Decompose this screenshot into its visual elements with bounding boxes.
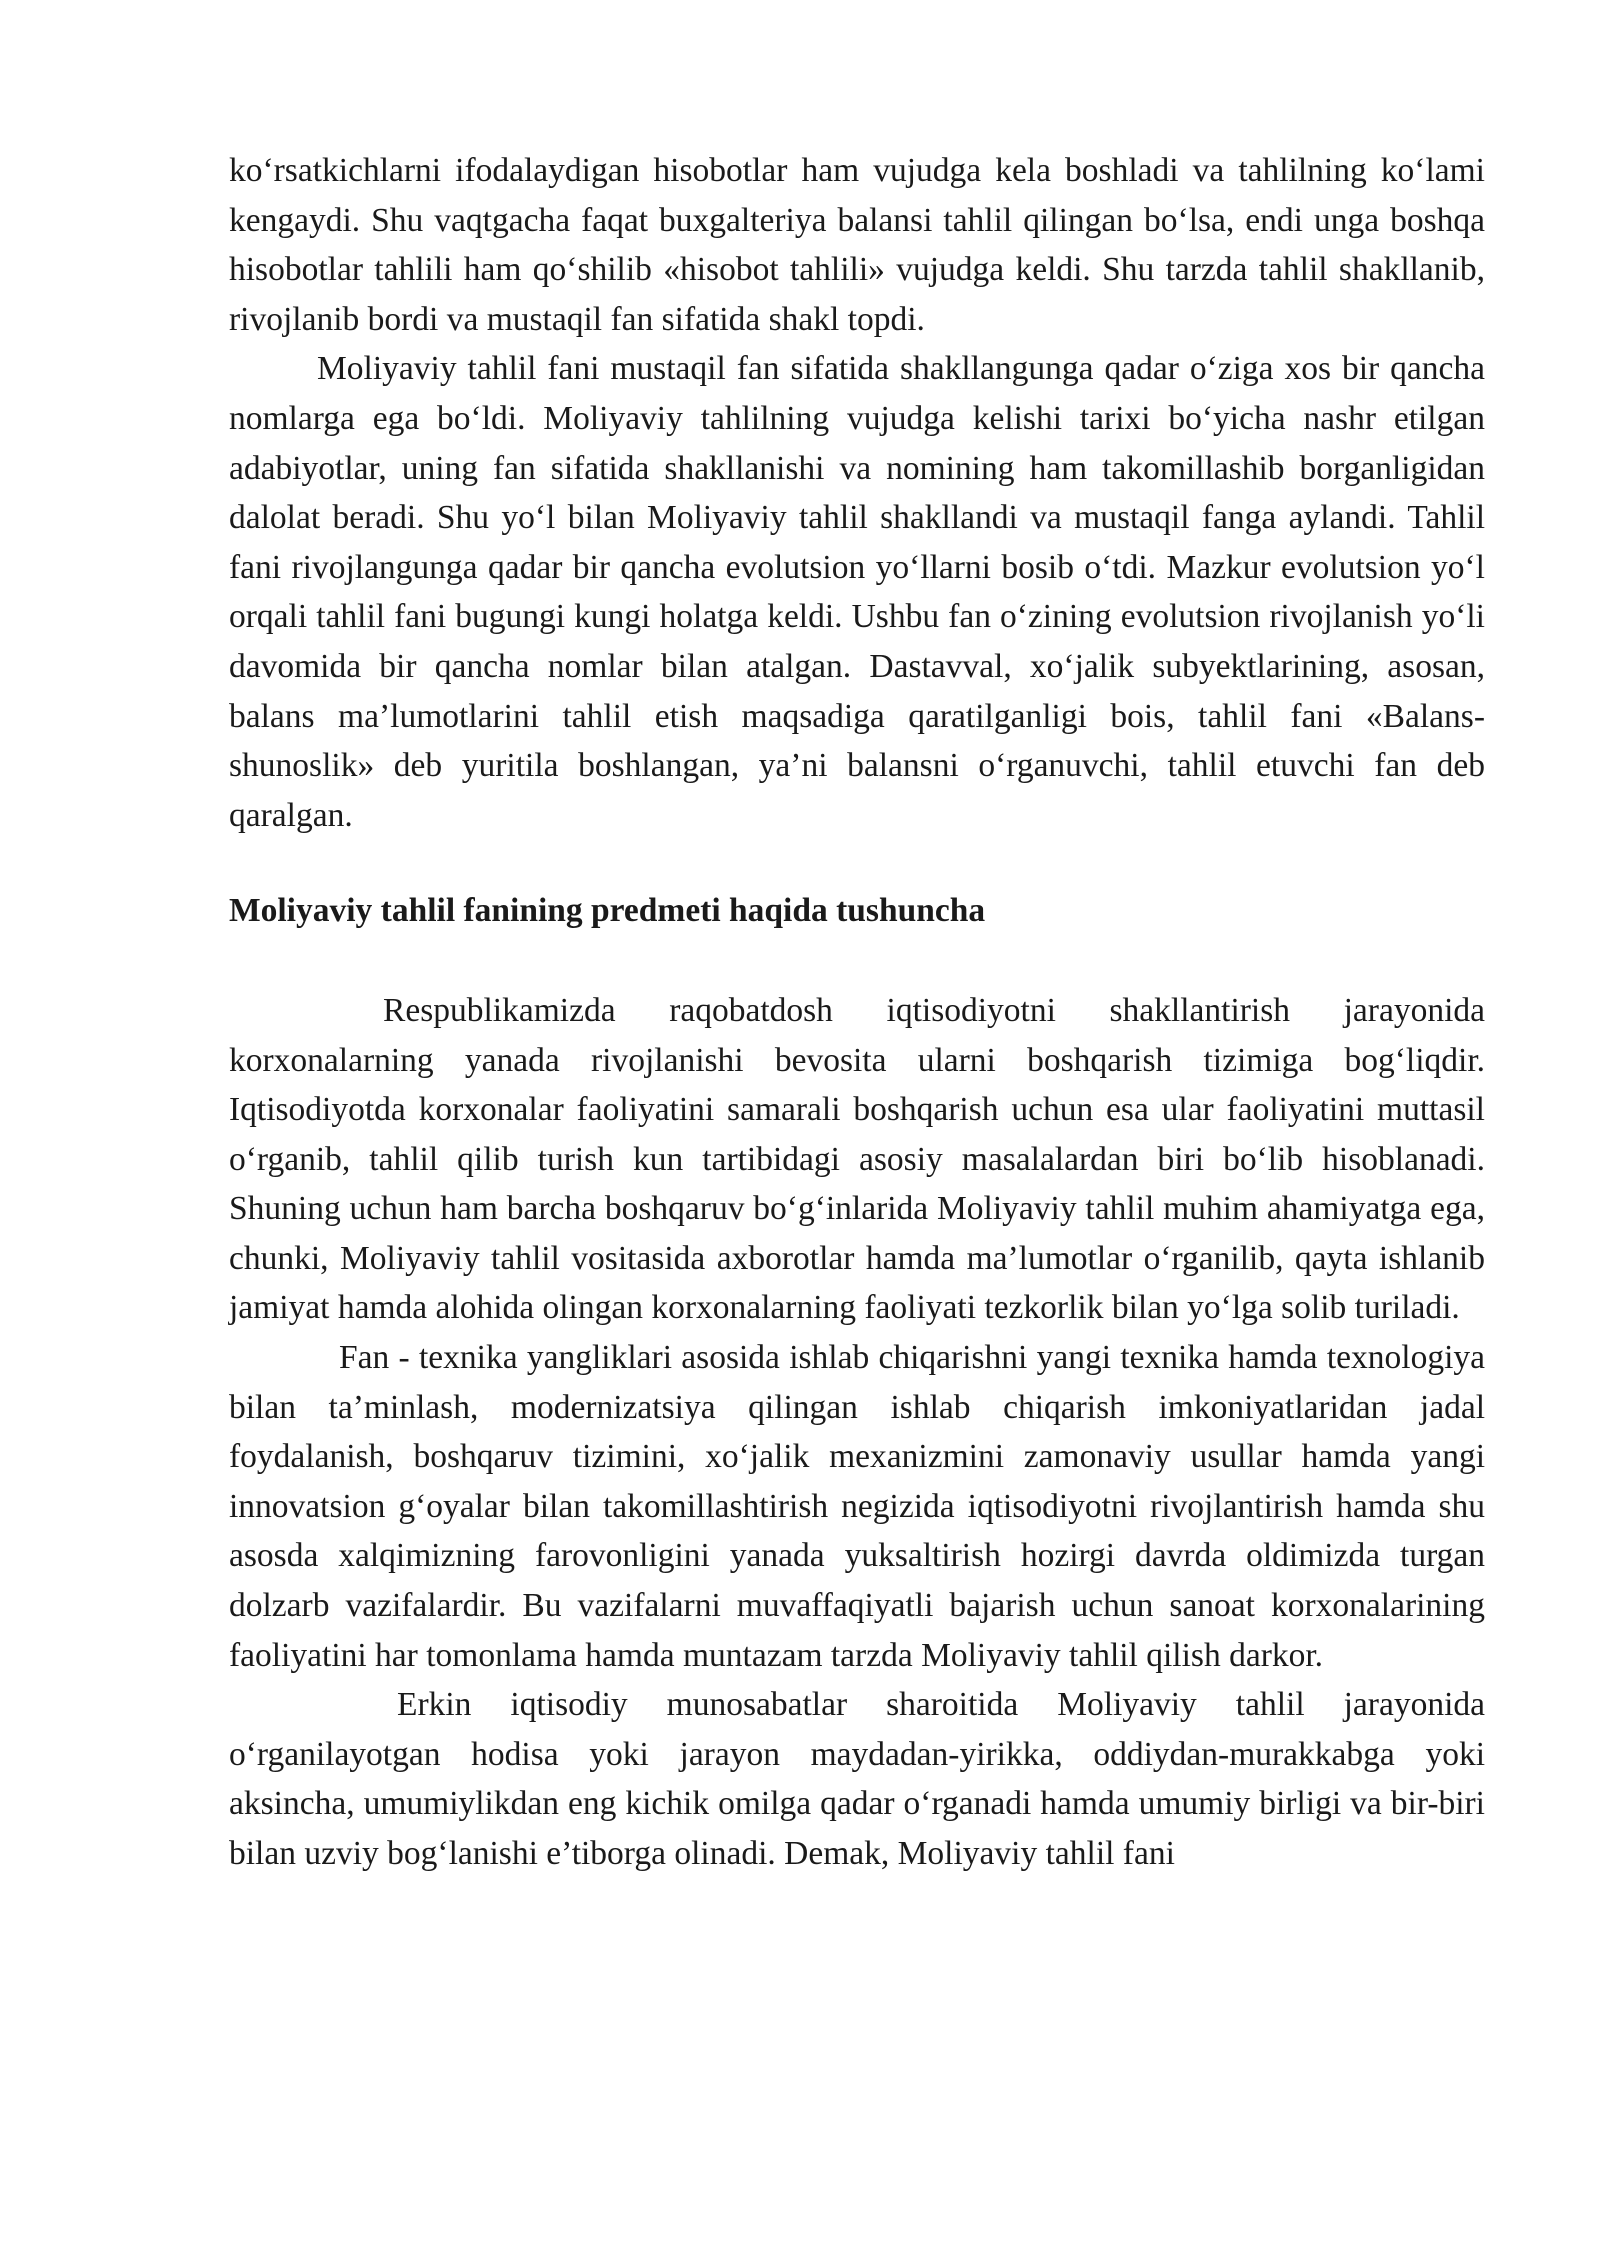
- paragraph-5: Erkin iqtisodiy munosabatlar sharoitida Moliyaviy tahlil jarayonida o‘rganilayotgan hodisa yoki jarayon maydadan-yirikka, oddiydan-murakkabga yoki aksincha, umumiylikdan eng kichik omilga qadar o‘rganadi hamda umumiy birligi va bir-biri bilan uzviy bog‘lanishi e’tiborga olinadi. Demak, Moliyaviy tahlil fani: [229, 1686, 1485, 1872]
- paragraph-3: Respublikamizda raqobatdosh iqtisodiyotni shakllantirish jarayonida korxonalarning yanada rivojlanishi bevosita ularni boshqarish tizimiga bog‘liqdir. Iqtisodiyotda korxonalar faoliyatini samarali boshqarish uchun esa ular faoliyatini muttasil o‘rganib, tahlil qilib turish kun tartibidagi asosiy masalalardan biri bo‘lib hisoblanadi. Shuning uchun ham barcha boshqaruv bo‘g‘inlarida Moliyaviy tahlil muhim ahamiyatga ega, chunki, Moliyaviy tahlil vositasida axborotlar hamda ma’lumotlar o‘rganilib, qayta ishlanib jamiyat hamda alohida olingan korxonalarning faoliyati tezkorlik bilan yo‘lga solib turiladi.: [229, 991, 1485, 1327]
- paragraph-4: Fan - texnika yangliklari asosida ishlab chiqarishni yangi texnika hamda texnologiya bilan ta’minlash, modernizatsiya qilingan ishlab chiqarish imkoniyatlaridan jadal foydalanish, boshqaruv tizimini, xo‘jalik mexanizmini zamonaviy usullar hamda yangi innovatsion g‘oyalar bilan takomillashtirish negizida iqtisodiyotni rivojlantirish hamda shu asosda xalqimizning farovonligini yanada yuksaltirish hozirgi davrda oldimizda turgan dolzarb vazifalardir. Bu vazifalarni muvaffaqiyatli bajarish uchun sanoat korxonalarining faoliyatini har tomonlama hamda muntazam tarzda Moliyaviy tahlil qilish darkor.: [229, 1339, 1485, 1674]
- paragraph-1: ko‘rsatkichlarni ifodalaydigan hisobotlar ham vujudga kela boshladi va tahlilning ko‘lami kengaydi. Shu vaqtgacha faqat buxgalteriya balansi tahlil qilingan bo‘lsa, endi unga boshqa hisobotlar tahlili ham qo‘shilib «hisobot tahlili» vujudga keldi. Shu tarzda tahlil shakllanib, rivojlanib bordi va mustaqil fan sifatida shakl topdi.: [229, 152, 1485, 338]
- section-heading: Moliyaviy tahlil fanining predmeti haqida tushuncha: [229, 892, 986, 930]
- paragraph-2: Moliyaviy tahlil fani mustaqil fan sifatida shakllangunga qadar o‘ziga xos bir qancha nomlarga ega bo‘ldi. Moliyaviy tahlilning vujudga kelishi tarixi bo‘yicha nashr etilgan adabiyotlar, uning fan sifatida shakllanishi va nomining ham takomillashib borganligidan dalolat beradi. Shu yo‘l bilan Moliyaviy tahlil shakllandi va mustaqil fanga aylandi. Tahlil fani rivojlangunga qadar bir qancha evolutsion yo‘llarni bosib o‘tdi. Mazkur evolutsion yo‘l orqali tahlil fani bugungi kungi holatga keldi. Ushbu fan o‘zining evolutsion rivojlanish yo‘li davomida bir qancha nomlar bilan atalgan. Dastavval, xo‘jalik subyektlarining, asosan, balans ma’lumotlarini tahlil etish maqsadiga qaratilganligi bois, tahlil fani «Balans-shunoslik» deb yuritila boshlangan, ya’ni balansni o‘rganuvchi, tahlil etuvchi fan deb qaralgan.: [229, 350, 1485, 834]
- document-page: [229, 146, 1485, 1879]
